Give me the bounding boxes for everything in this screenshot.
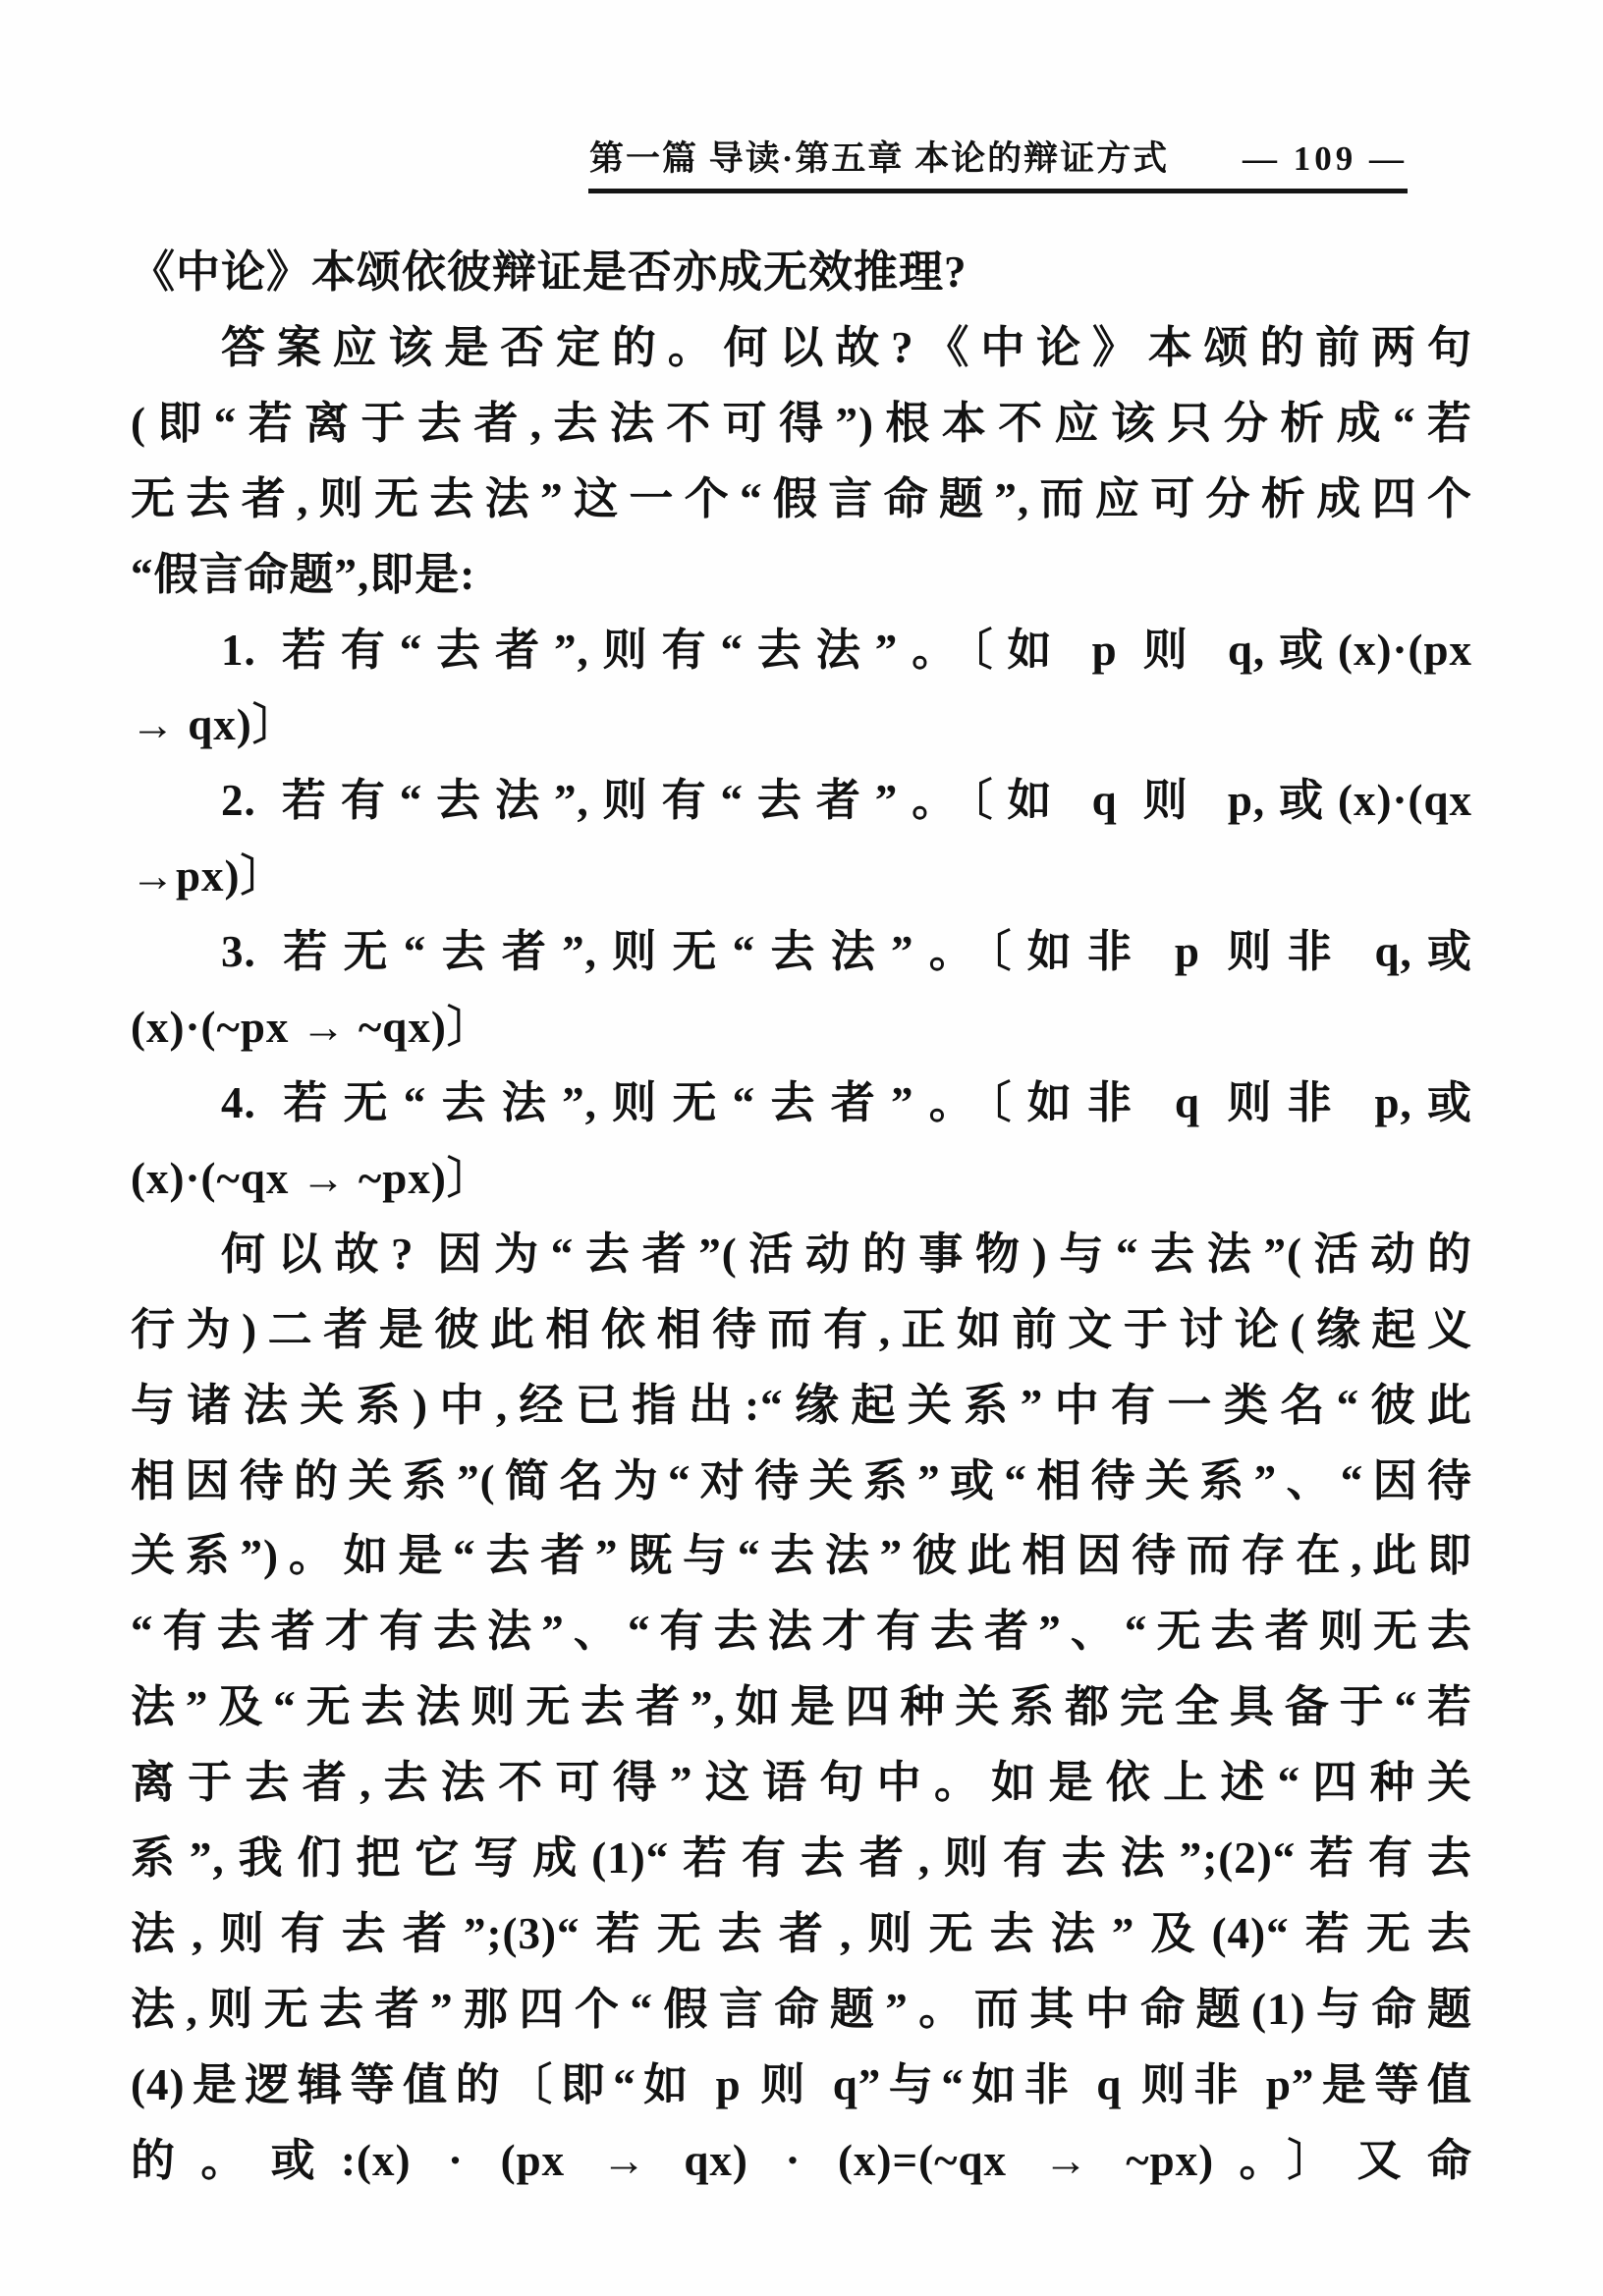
text-line: 离于去者,去法不可得”这语句中。如是依上述“四种关 — [131, 1758, 1472, 1808]
formula-line: →px)〕 — [131, 851, 286, 902]
body-text — [131, 235, 1472, 2199]
text-line: 法”及“无去法则无去者”,如是四种关系都完全具备于“若 — [131, 1682, 1472, 1732]
text-line: 与诸法关系)中,经已指出:“缘起关系”中有一类名“彼此 — [131, 1380, 1472, 1430]
text-line-item-2: 2. 若有“去法”,则有“去者”。〔如 q 则 p,或(x)·(qx — [221, 776, 1472, 826]
text-line: “有去者才有去法”、“有去法才有去者”、“无去者则无去 — [131, 1607, 1472, 1657]
formula-line: (x)·(~qx → ~px)〕 — [131, 1153, 492, 1203]
text-line: (4)是逻辑等值的〔即“如 p 则 q”与“如非 q 则非 p”是等值 — [131, 2059, 1472, 2109]
text-line: “假言命题”,即是: — [131, 549, 476, 599]
text-line: 《中论》本颂依彼辩证是否亦成无效推理? — [131, 247, 967, 297]
text-line: 相因待的关系”(简名为“对待关系”或“相待关系”、“因待 — [131, 1455, 1472, 1505]
text-line-item-4: 4. 若无“去法”,则无“去者”。〔如非 q 则非 p,或 — [221, 1077, 1472, 1127]
text-line: 答案应该是否定的。何以故?《中论》本颂的前两句 — [221, 322, 1472, 372]
text-line: 何以故? 因为“去者”(活动的事物)与“去法”(活动的 — [221, 1229, 1472, 1279]
text-line-item-3: 3. 若无“去者”,则无“去法”。〔如非 p 则非 q,或 — [221, 927, 1472, 977]
formula-line: → qx)〕 — [131, 700, 298, 750]
text-line: 无去者,则无去法”这一个“假言命题”,而应可分析成四个 — [131, 473, 1472, 523]
running-header — [589, 132, 1408, 181]
text-line: 系”,我们把它写成(1)“若有去者,则有去法”;(2)“若有去 — [131, 1833, 1472, 1884]
text-line: 法,则有去者”;(3)“若无去者,则无去法”及(4)“若无去 — [131, 1908, 1472, 1958]
text-line: 行为)二者是彼此相依相待而有,正如前文于讨论(缘起义 — [131, 1304, 1472, 1354]
text-line: 关系”)。如是“去者”既与“去法”彼此相因待而存在,此即 — [131, 1531, 1472, 1581]
text-line: 的。或:(x) · (px → qx) · (x)=(~qx → ~px)。〕又命 — [131, 2135, 1472, 2185]
text-line: (即“若离于去者,去法不可得”)根本不应该只分析成“若 — [131, 398, 1472, 448]
formula-line: (x)·(~px → ~qx)〕 — [131, 1003, 492, 1053]
page-number: — 109 — — [1243, 139, 1408, 178]
section-title: 第一篇 导读·第五章 本论的辩证方式 — [589, 139, 1170, 178]
text-line-item-1: 1. 若有“去者”,则有“去法”。〔如 p 则 q,或(x)·(px — [221, 625, 1472, 675]
text-line: 法,则无去者”那四个“假言命题”。而其中命题(1)与命题 — [131, 1984, 1472, 2034]
header-rule — [588, 189, 1408, 193]
